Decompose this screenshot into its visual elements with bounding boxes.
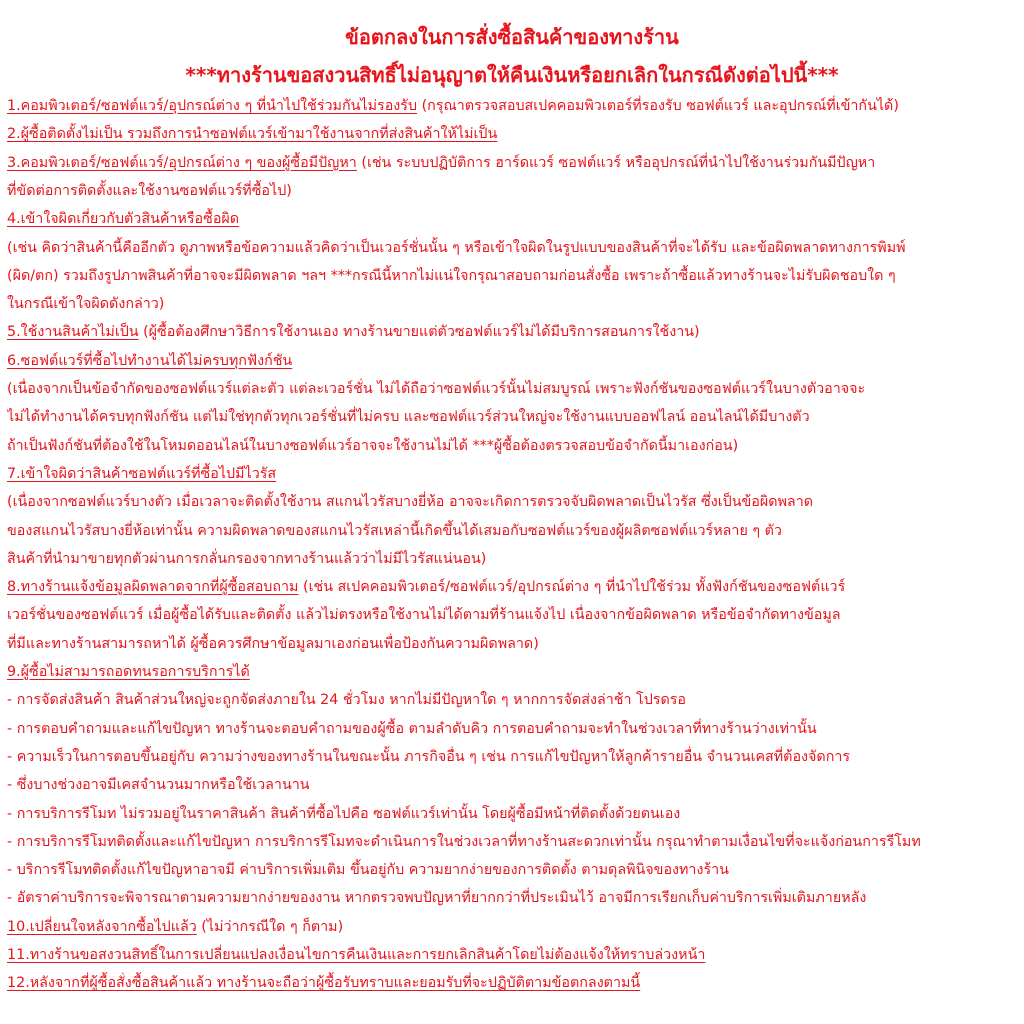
term-heading-line: [7, 93, 1024, 121]
term-heading-line: [7, 319, 1024, 347]
term-text-line: [7, 518, 1024, 546]
term-detail: - การบริการรีโมทติดตั้งและแก้ไขปัญหา การบริการรีโมทจะดำเนินการในช่วงเวลาที่ทางร้านสะดวกเท่านั้น กรุณาทำตามเงื่อนไขที่จะแจ้งก่อนการรีโมท: [7, 833, 921, 850]
term-text-line: [7, 716, 1024, 744]
term-heading: 3.คอมพิวเตอร์/ซอฟต์แวร์/อุปกรณ์ต่าง ๆ ของผู้ซื้อมีปัญหา: [7, 154, 357, 171]
term-detail: - ความเร็วในการตอบขึ้นอยู่กับ ความว่างของทางร้านในขณะนั้น ภารกิจอื่น ๆ เช่น การแก้ไขปัญหาให้ลูกค้ารายอื่น จำนวนเคสที่ต้องจัดการ: [7, 748, 851, 765]
term-heading-line: [7, 121, 1024, 149]
term-detail: - ซึ่งบางช่วงอาจมีเคสจำนวนมากหรือใช้เวลานาน: [7, 777, 310, 794]
term-text-line: [7, 602, 1024, 630]
term-detail: (ผู้ซื้อต้องศึกษาวิธีการใช้งานเอง ทางร้านขายแต่ตัวซอฟต์แวร์ไม่ได้มีบริการสอนการใช้งาน): [138, 324, 700, 341]
term-detail: (เช่น ระบบปฏิบัติการ ฮาร์ดแวร์ ซอฟต์แวร์ หรืออุปกรณ์ที่นำไปใช้งานร่วมกันมีปัญหา: [356, 154, 876, 171]
term-detail: - การจัดส่งสินค้า สินค้าส่วนใหญ่จะถูกจัดส่งภายใน 24 ชั่วโมง หากไม่มีปัญหาใด ๆ หากการจัดส่งล่าช้า โปรดรอ: [7, 692, 687, 709]
term-detail: (กรุณาตรวจสอบสเปคคอมพิวเตอร์ที่รองรับ ซอฟต์แวร์ และอุปกรณ์ที่เข้ากันได้): [417, 98, 899, 114]
term-detail: - อัตราค่าบริการจะพิจารณาตามความยากง่ายของงาน หากตรวจพบปัญหาที่ยากกว่าที่ประเมินไว้ อาจมีการเรียกเก็บค่าบริการเพิ่มเติมภายหลัง: [7, 890, 867, 907]
term-text-line: [7, 885, 1024, 913]
term-detail: - การบริการรีโมท ไม่รวมอยู่ในราคาสินค้า สินค้าที่ซื้อไปคือ ซอฟต์แวร์เท่านั้น โดยผู้ซื้อมีหน้าที่ติดตั้งด้วยตนเอง: [7, 805, 681, 822]
term-text-line: [7, 263, 1024, 291]
term-text-line: [7, 376, 1024, 404]
term-text-line: [7, 404, 1024, 432]
term-heading: 12.หลังจากที่ผู้ซื้อสั่งซื้อสินค้าแล้ว ทางร้านจะถือว่าผู้ซื้อรับทราบและยอมรับที่จะปฏิบัติตามข้อตกลงตามนี้: [7, 975, 641, 992]
term-text-line: [7, 744, 1024, 772]
term-heading-line: [7, 150, 1024, 178]
term-detail: - การตอบคำถามและแก้ไขปัญหา ทางร้านจะตอบคำถามของผู้ซื้อ ตามลำดับคิว การตอบคำถามจะทำในช่วงเวลาที่ทางร้านว่างเท่านั้น: [7, 720, 817, 737]
term-heading: 5.ใช้งานสินค้าไม่เป็น: [7, 324, 139, 341]
term-heading: 10.เปลี่ยนใจหลังจากซื้อไปแล้ว: [7, 918, 197, 935]
term-detail: สินค้าที่นำมาขายทุกตัวผ่านการกลั่นกรองจากทางร้านแล้วว่าไม่มีไวรัสแน่นอน): [7, 550, 487, 567]
term-text-line: [7, 235, 1024, 263]
term-heading: 1.คอมพิวเตอร์/ซอฟต์แวร์/อุปกรณ์ต่าง ๆ ที่นำไปใช้ร่วมกันไม่รองรับ: [7, 98, 418, 114]
term-heading-line: [7, 348, 1024, 376]
term-text-line: [7, 291, 1024, 319]
term-detail: ไม่ได้ทำงานได้ครบทุกฟังก์ชัน แต่ไม่ใช่ทุกตัวทุกเวอร์ชั่นที่ไม่ครบ และซอฟต์แวร์ส่วนใหญ่จะใช้งานแบบออฟไลน์ ออนไลน์ได้มีบางตัว: [7, 409, 810, 426]
term-heading-line: [7, 659, 1024, 687]
term-detail: (เช่น สเปคคอมพิวเตอร์/ซอฟต์แวร์/อุปกรณ์ต่าง ๆ ที่นำไปใช้ร่วม ทั้งฟังก์ชันของซอฟต์แวร์: [298, 579, 846, 596]
term-detail: (เช่น คิดว่าสินค้านี้คืออีกตัว ดูภาพหรือข้อความแล้วคิดว่าเป็นเวอร์ชั่นนั้น ๆ หรือเข้าใจผิดในรูปแบบของสินค้าที่จะได้รับ และข้อผิดพลาดทางการพิมพ์: [7, 239, 906, 256]
term-heading: 8.ทางร้านแจ้งข้อมูลผิดพลาดจากที่ผู้ซื้อสอบถาม: [7, 579, 299, 596]
term-detail: ที่มีและทางร้านสามารถหาได้ ผู้ซื้อควรศึกษาข้อมูลมาเองก่อนเพื่อป้องกันความผิดพลาด): [7, 635, 539, 652]
term-detail: ในกรณีเข้าใจผิดดังกล่าว): [7, 296, 165, 313]
term-text-line: [7, 801, 1024, 829]
term-detail: (ไม่ว่ากรณีใด ๆ ก็ตาม): [196, 918, 344, 935]
term-text-line: [7, 433, 1024, 461]
term-text-line: [7, 687, 1024, 715]
term-heading: 11.ทางร้านขอสงวนสิทธิ์ในการเปลี่ยนแปลงเงื่อนไขการคืนเงินและการยกเลิกสินค้าโดยไม่ต้องแจ้งให้ทราบล่วงหน้า: [7, 947, 706, 963]
term-heading-line: [7, 914, 1024, 942]
term-detail: (เนื่องจากเป็นข้อจำกัดของซอฟต์แวร์แต่ละตัว แต่ละเวอร์ชั่น ไม่ได้ถือว่าซอฟต์แวร์นั้นไม่สมบูรณ์ เพราะฟังก์ชันของซอฟต์แวร์ในบางตัวอาจจะ: [7, 381, 866, 397]
term-heading: 6.ซอฟต์แวร์ที่ซื้อไปทำงานได้ไม่ครบทุกฟังก์ชัน: [7, 352, 293, 369]
term-detail: ที่ขัดต่อการติดตั้งและใช้งานซอฟต์แวร์ที่ซื้อไป): [7, 182, 292, 199]
term-text-line: [7, 489, 1024, 517]
term-text-line: [7, 631, 1024, 659]
term-heading: 4.เข้าใจผิดเกี่ยวกับตัวสินค้าหรือซื้อผิด: [7, 211, 240, 228]
page-subtitle: ***ทางร้านขอสงวนสิทธิ์ไม่อนุญาตให้คืนเงินหรือยกเลิกในกรณีดังต่อไปนี้***: [185, 63, 839, 87]
term-detail: (เนื่องจากซอฟต์แวร์บางตัว เมื่อเวลาจะติดตั้งใช้งาน สแกนไวรัสบางยี่ห้อ อาจจะเกิดการตรวจจับผิดพลาดเป็นไวรัส ซึ่งเป็นข้อผิดพลาด: [7, 494, 814, 511]
term-heading-line: [7, 970, 1024, 998]
term-heading: 7.เข้าใจผิดว่าสินค้าซอฟต์แวร์ที่ซื้อไปมีไวรัส: [7, 465, 277, 482]
term-text-line: [7, 546, 1024, 574]
term-detail: (ผิด/ตก) รวมถึงรูปภาพสินค้าที่อาจจะมีผิดพลาด ฯลฯ ***กรณีนี้หากไม่แน่ใจกรุณาสอบถามก่อนสั่งซื้อ เพราะถ้าซื้อแล้วทางร้านจะไม่รับผิดชอบใด ๆ: [7, 267, 896, 284]
term-heading-line: [7, 461, 1024, 489]
term-text-line: [7, 857, 1024, 885]
term-heading-line: [7, 942, 1024, 970]
term-detail: - บริการรีโมทติดตั้งแก้ไขปัญหาอาจมี ค่าบริการเพิ่มเติม ขึ้นอยู่กับ ความยากง่ายของการติดตั้ง ตามดุลพินิจของทางร้าน: [7, 862, 729, 879]
term-heading-line: [7, 574, 1024, 602]
term-heading-line: [7, 206, 1024, 234]
term-heading: 2.ผู้ซื้อติดตั้งไม่เป็น รวมถึงการนำซอฟต์แวร์เข้ามาใช้งานจากที่ส่งสินค้าให้ไม่เป็น: [7, 126, 498, 143]
term-text-line: [7, 178, 1024, 206]
term-detail: ของสแกนไวรัสบางยี่ห้อเท่านั้น ความผิดพลาดของสแกนไวรัสเหล่านี้เกิดขึ้นได้เสมอกับซอฟต์แวร์ของผู้ผลิตซอฟต์แวร์หลาย ๆ ตัว: [7, 522, 782, 539]
term-detail: ถ้าเป็นฟังก์ชันที่ต้องใช้ในโหมดออนไลน์ในบางซอฟต์แวร์อาจจะใช้งานไม่ได้ ***ผู้ซื้อต้องตรวจสอบข้อจำกัดนี้มาเองก่อน): [7, 437, 739, 454]
term-heading: 9.ผู้ซื้อไม่สามารถอดทนรอการบริการได้: [7, 664, 250, 680]
page-title: ข้อตกลงในการสั่งซื้อสินค้าของทางร้าน: [345, 25, 679, 49]
term-detail: เวอร์ชั่นของซอฟต์แวร์ เมื่อผู้ซื้อได้รับและติดตั้ง แล้วไม่ตรงหรือใช้งานไม่ได้ตามที่ร้านแจ้งไป เนื่องจากข้อผิดพลาด หรือข้อจำกัดทางข้อมูล: [7, 607, 841, 624]
term-text-line: [7, 772, 1024, 800]
term-text-line: [7, 829, 1024, 857]
